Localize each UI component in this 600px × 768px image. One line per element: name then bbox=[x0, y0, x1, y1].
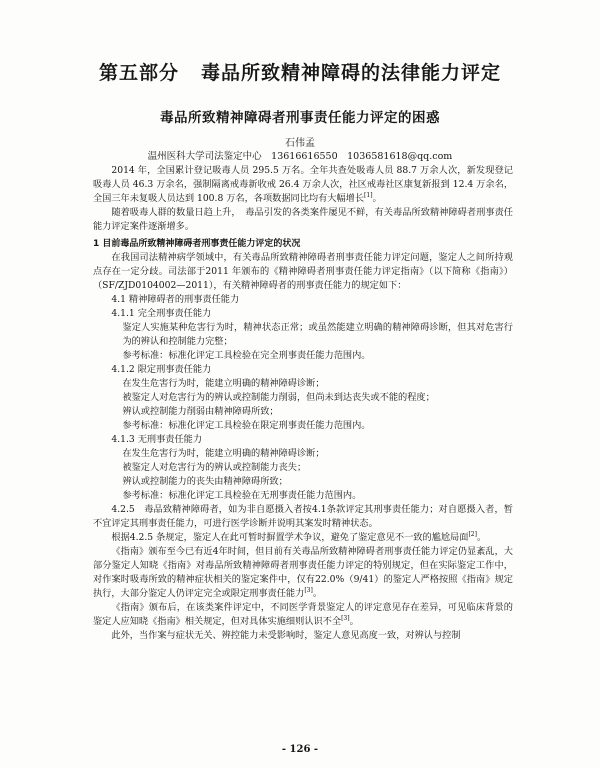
clause-item: 辨认或控制能力削弱由精神障碍所致； bbox=[122, 406, 279, 417]
paragraph: 根据4.2.5 条规定，鉴定人在此可暂时摒置学术争议，避免了鉴定意见不一致的尴尬局面[2]。 bbox=[111, 530, 487, 543]
clause-item: 参考标准：标准化评定工具检验在完全刑事责任能力范围内。 bbox=[122, 350, 371, 361]
clause-heading: 4.1.1 完全刑事责任能力 bbox=[111, 308, 212, 319]
citation: [3] bbox=[341, 614, 350, 622]
article-body bbox=[93, 164, 513, 643]
clause-paragraph: 4.2.5 毒品致精神障碍者，如为非自愿摄入者按4.1条款评定其刑事责任能力；对自愿摄入者，暂不宜评定其刑事责任能力，可进行医学诊断并说明其案发时精神状态。 bbox=[93, 504, 513, 529]
author-affiliation: 温州医科大学司法鉴定中心 13616616550 1036581618@qq.com bbox=[147, 151, 453, 162]
paragraph: 2014 年，全国累计登记吸毒人员 295.5 万名。全年共查处吸毒人员 88.7 万余人次，新发现登记吸毒人员 46.3 万余名，强制隔离戒毒新收戒 26.4 万余人次，社区戒毒社区康复新报到 12.4 万余名，全国三年未复吸人员达到 100.8 万名，各项数据同比均有大幅增长[1]。 bbox=[93, 165, 513, 204]
part-title bbox=[0, 58, 600, 85]
page-number: - 126 - bbox=[281, 744, 319, 755]
paragraph: 《指南》颁布后，在该类案件评定中，不同医学背景鉴定人的评定意见存在差异，可见临床背景的鉴定人应知晓《指南》相关规定，但对具体实施细则认识不全[3]。 bbox=[93, 602, 513, 627]
clause-item: 参考标准：标准化评定工具检验在限定刑事责任能力范围内。 bbox=[122, 420, 371, 431]
clause-item: 被鉴定人对危害行为的辨认或控制能力丧失； bbox=[122, 462, 307, 473]
citation: [1] bbox=[364, 191, 373, 199]
citation: [3] bbox=[304, 586, 313, 594]
section-heading: 1 目前毒品所致精神障碍者刑事责任能力评定的状况 bbox=[93, 239, 301, 249]
clause-item: 在发生危害行为时，能建立明确的精神障碍诊断； bbox=[122, 378, 325, 389]
clause-item: 辨认或控制能力的丧失由精神障碍所致； bbox=[122, 476, 288, 487]
paragraph: 在我国司法精神病学领域中，有关毒品所致精神障碍者刑事责任能力评定问题，鉴定人之间所持观点存在一定分歧。司法部于2011 年颁布的《精神障碍者刑事责任能力评定指南》（以下简称《指南》）（SF/ZJD0104002—2011），有关精神障碍者的刑事责任能力的规定如下： bbox=[93, 252, 513, 291]
author-name: 石伟孟 bbox=[285, 138, 315, 149]
citation: [2] bbox=[468, 530, 477, 538]
clause-heading: 4.1.2 限定刑事责任能力 bbox=[111, 364, 212, 375]
paragraph: 《指南》颁布至今已有近4年时间，但目前有关毒品所致精神障碍者刑事责任能力评定仍显紊乱，大部分鉴定人知晓《指南》对毒品所致精神障碍者刑事责任能力评定的特别规定，但在实际鉴定工作中，对作案时吸毒所致的精神症状相关的鉴定案件中，仅有22.0%（9/41）的鉴定人严格按照《指南》规定执行，大部分鉴定人仍评定完全或限定刑事责任能力[3]。 bbox=[93, 546, 513, 599]
paragraph: 此外，当作案与症状无关、辨控能力未受影响时，鉴定人意见高度一致，对辨认与控制 bbox=[111, 630, 461, 641]
article-title: 毒品所致精神障碍者刑事责任能力评定的困惑 bbox=[160, 110, 440, 126]
clause-heading: 4.1.3 无刑事责任能力 bbox=[111, 434, 203, 445]
clause-item: 在发生危害行为时，能建立明确的精神障碍诊断； bbox=[122, 448, 325, 459]
clause-item: 鉴定人实施某种危害行为时，精神状态正常；或虽然能建立明确的精神障碍诊断，但其对危害行为的辨认和控制能力完整； bbox=[122, 322, 513, 347]
clause-item: 被鉴定人对危害行为的辨认或控制能力削弱，但尚未到达丧失或不能的程度； bbox=[122, 392, 435, 403]
part-label: 第五部分 bbox=[98, 62, 179, 84]
paragraph: 随着吸毒人群的数量日趋上升， 毒品引发的各类案件屡见不鲜，有关毒品所致精神障碍者刑事责任能力评定案件逐渐增多。 bbox=[93, 207, 513, 232]
clause-heading: 4.1 精神障碍者的刑事责任能力 bbox=[111, 294, 240, 305]
part-heading: 毒品所致精神障碍的法律能力评定 bbox=[201, 62, 502, 84]
clause-item: 参考标准：标准化评定工具检验在无刑事责任能力范围内。 bbox=[122, 490, 362, 501]
